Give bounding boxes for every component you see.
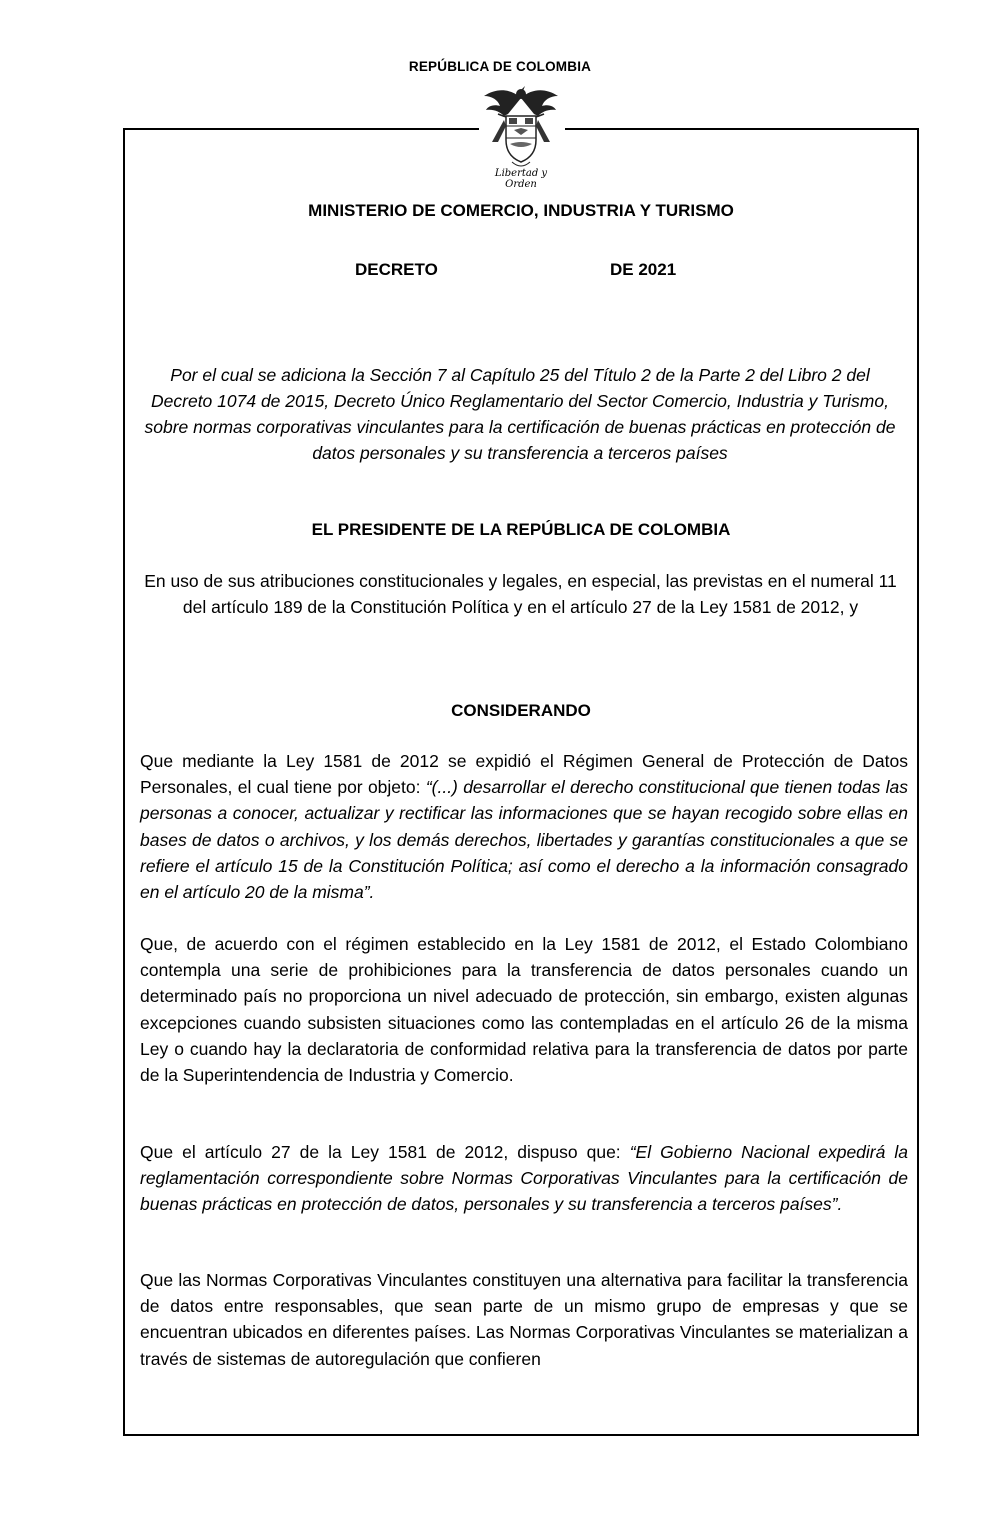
preamble-paragraph: En uso de sus atribuciones constitucionales y legales, en especial, las previstas en el numeral 11 del artículo 189 de la Constitución Política y en el artículo 27 de la Ley 1581 de 2012, y — [144, 571, 897, 617]
considerando-paragraph-1 — [140, 748, 908, 905]
considerando-paragraph-3 — [140, 1139, 908, 1218]
decree-year: DE 2021 — [610, 260, 677, 279]
considerando-paragraph-4: Que las Normas Corporativas Vinculantes constituyen una alternativa para facilitar la transferencia de datos entre responsables, que sean parte de un mismo grupo de empresas y que se encuentran ubicados en diferentes países. Las Normas Corporativas Vinculantes se materializan a través de sistemas de autoregulación que confieren — [140, 1270, 908, 1369]
considerando-paragraph-2: Que, de acuerdo con el régimen establecido en la Ley 1581 de 2012, el Estado Colombiano contempla una serie de prohibiciones para la transferencia de datos personales cuando un determinado país no proporciona un nivel adecuado de protección, sin embargo, existen algunas excepciones cuando subsisten situaciones como las contempladas en el artículo 26 de la misma Ley o cuando hay la declaratoria de conformidad relativa para la transferencia de datos por parte de la Superintendencia de Industria y Comercio. — [140, 934, 908, 1086]
considerando-heading: CONSIDERANDO — [451, 701, 591, 720]
paragraph-1-intro: Que mediante la Ley 1581 de 2012 se expidió el Régimen General de Protección de Datos Personales, el cual tiene por objeto: — [140, 751, 908, 798]
coat-of-arms-seal — [478, 80, 564, 190]
authority-heading: EL PRESIDENTE DE LA REPÚBLICA DE COLOMBIA — [311, 520, 731, 539]
paragraph-3-intro: Que el artículo 27 de la Ley 1581 de 2012, dispuso que: — [140, 1142, 630, 1162]
decree-label: DECRETO — [355, 260, 438, 279]
decree-subject: Por el cual se adiciona la Sección 7 al Capítulo 25 del Título 2 de la Parte 2 del Libro 2 del Decreto 1074 de 2015, Decreto Único Reglamentario del Sector Comercio, Industria y Turismo, sobre normas corporativas vinculantes para la certificación de buenas prácticas en protección de datos personales y su transferencia a terceros países — [144, 365, 896, 463]
paragraph-3-quote: “El Gobierno Nacional expedirá la reglamentación correspondiente sobre Normas Corporativas Vinculantes para la certificación de buenas prácticas en protección de datos, personales y su transferencia a terceros países”. — [140, 1142, 908, 1215]
ministry-heading: MINISTERIO DE COMERCIO, INDUSTRIA Y TURISMO — [308, 201, 734, 220]
decree-number-line — [0, 260, 1000, 282]
motto-text: Libertad y Orden — [494, 168, 548, 190]
paragraph-1-quote: “(...) desarrollar el derecho constitucional que tienen todas las personas a conocer, actualizar y rectificar las informaciones que se hayan recogido sobre ellas en bases de datos o archivos, y los demás derechos, libertades y garantías constitucionales a que se refiere el artículo 15 de la Constitución Política; así como el derecho a la información consagrado en el artículo 20 de la misma”. — [140, 777, 909, 903]
country-header: REPÚBLICA DE COLOMBIA — [408, 59, 592, 74]
